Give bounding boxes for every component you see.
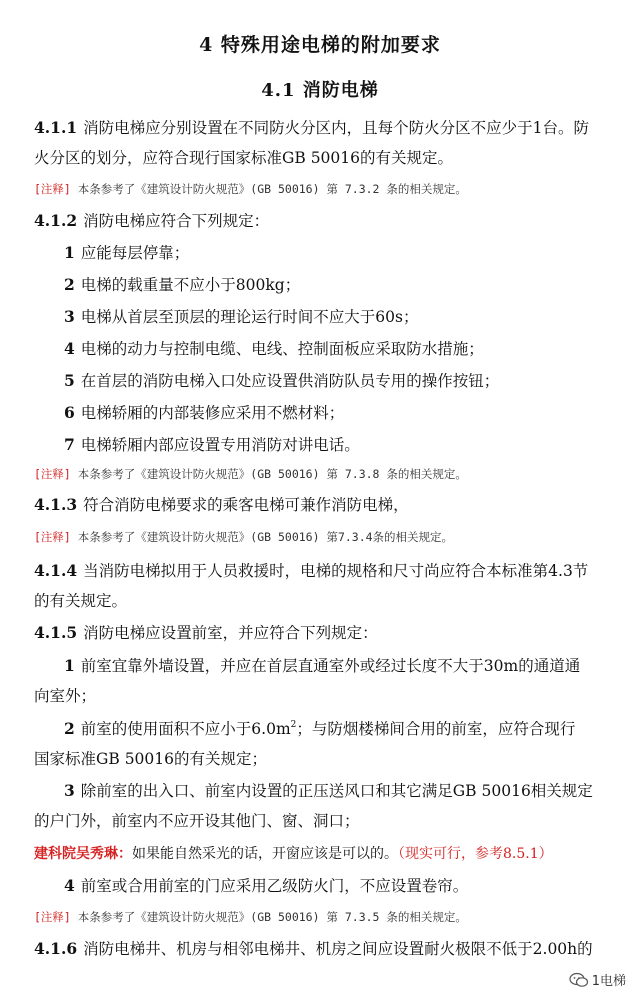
clause-number: 4.1.6 xyxy=(34,939,78,958)
item-number: 7 xyxy=(64,435,75,454)
item-number: 1 xyxy=(64,656,75,675)
clause-text: 消防电梯应符合下列规定： xyxy=(83,212,270,230)
item-text: ；与防烟楼梯间合用的前室，应符合现行 xyxy=(296,720,576,738)
item-text: 前室宜靠外墙设置，并应在首层直通室外或经过长度不大于30m的通道通 xyxy=(80,657,581,675)
annotation-text: 本条参考了《建筑设计防火规范》(GB 50016) 第 7.3.8 条的相关规定。 xyxy=(70,467,467,481)
list-item xyxy=(64,718,575,740)
list-item xyxy=(64,875,468,897)
list-item xyxy=(64,274,300,296)
item-text: 电梯轿厢的内部装修应采用不燃材料； xyxy=(80,404,345,422)
clause-4-1-1 xyxy=(34,117,589,139)
clause-text-continued: 的有关规定。 xyxy=(34,592,128,610)
item-text-continued: 的户门外，前室内不应开设其他门、窗、洞口； xyxy=(34,812,360,830)
item-number: 1 xyxy=(64,243,75,262)
list-item xyxy=(64,338,484,360)
clause-number: 4.1.2 xyxy=(34,211,78,230)
item-text-continued: 向室外； xyxy=(34,687,97,705)
item-text: 前室的使用面积不应小于6.0m xyxy=(80,720,291,738)
wechat-icon xyxy=(569,972,589,988)
list-item xyxy=(64,370,499,392)
annotation-tag: [注释] xyxy=(34,182,71,196)
list-item xyxy=(64,402,344,424)
item-text: 除前室的出入口、前室内设置的正压送风口和其它满足GB 50016相关规定 xyxy=(80,782,593,800)
list-item xyxy=(64,780,593,802)
comment-remark: （现实可行，参考8.5.1） xyxy=(398,846,553,862)
clause-4-1-5 xyxy=(34,622,378,644)
annotation-note xyxy=(34,908,467,926)
item-number: 4 xyxy=(64,876,75,895)
clause-4-1-2 xyxy=(34,210,269,232)
annotation-tag: [注释] xyxy=(34,530,71,544)
clause-text: 符合消防电梯要求的乘客电梯可兼作消防电梯， xyxy=(83,496,409,514)
clause-number: 4.1.4 xyxy=(34,561,78,580)
annotation-text: 本条参考了《建筑设计防火规范》(GB 50016) 第7.3.4条的相关规定。 xyxy=(70,530,454,544)
comment-author: 建科院吴秀琳： xyxy=(34,846,132,862)
clause-text: 消防电梯应设置前室，并应符合下列规定： xyxy=(83,624,378,642)
clause-text: 当消防电梯拟用于人员救援时，电梯的规格和尺寸尚应符合本标准第4.3节 xyxy=(83,562,589,580)
annotation-note xyxy=(34,180,467,198)
item-text: 电梯的动力与控制电缆、电线、控制面板应采取防水措施； xyxy=(80,340,484,358)
list-item xyxy=(64,306,418,328)
item-number: 2 xyxy=(64,275,75,294)
clause-4-1-4 xyxy=(34,560,588,582)
subsection-title: 4.1 消防电梯 xyxy=(261,80,379,101)
watermark-label: 1电梯 xyxy=(591,974,626,989)
annotation-text: 本条参考了《建筑设计防火规范》(GB 50016) 第 7.3.5 条的相关规定。 xyxy=(70,910,467,924)
item-text: 前室或合用前室的门应采用乙级防火门，不应设置卷帘。 xyxy=(80,877,469,895)
item-text: 在首层的消防电梯入口处应设置供消防队员专用的操作按钮； xyxy=(80,372,500,390)
clause-4-1-6 xyxy=(34,938,593,960)
watermark xyxy=(569,970,626,989)
item-text: 应能每层停靠； xyxy=(80,244,190,262)
item-text-continued: 国家标准GB 50016的有关规定； xyxy=(34,750,268,768)
item-text: 电梯的载重量不应小于800kg； xyxy=(80,276,301,294)
section-title: 4 特殊用途电梯的附加要求 xyxy=(199,34,441,56)
clause-number: 4.1.3 xyxy=(34,495,78,514)
clause-text-continued: 火分区的划分，应符合现行国家标准GB 50016的有关规定。 xyxy=(34,149,454,167)
review-comment xyxy=(34,844,553,864)
item-number: 4 xyxy=(64,339,75,358)
list-item xyxy=(64,655,580,677)
clause-number: 4.1.1 xyxy=(34,118,78,137)
annotation-note xyxy=(34,465,467,483)
annotation-note xyxy=(34,528,453,546)
item-number: 5 xyxy=(64,371,75,390)
item-number: 2 xyxy=(64,719,75,738)
comment-text: 如果能自然采光的话，开窗应该是可以的。 xyxy=(132,846,398,862)
annotation-tag: [注释] xyxy=(34,467,71,481)
clause-4-1-3 xyxy=(34,494,409,516)
superscript: 2 xyxy=(290,720,297,730)
item-number: 3 xyxy=(64,781,75,800)
item-text: 电梯轿厢内部应设置专用消防对讲电话。 xyxy=(80,436,360,454)
item-number: 6 xyxy=(64,403,75,422)
list-item xyxy=(64,434,360,456)
annotation-tag: [注释] xyxy=(34,910,71,924)
annotation-text: 本条参考了《建筑设计防火规范》(GB 50016) 第 7.3.2 条的相关规定。 xyxy=(70,182,467,196)
list-item xyxy=(64,242,189,264)
item-number: 3 xyxy=(64,307,75,326)
item-text: 电梯从首层至顶层的理论运行时间不应大于60s； xyxy=(80,308,419,326)
clause-text: 消防电梯井、机房与相邻电梯井、机房之间应设置耐火极限不低于2.00h的 xyxy=(83,940,593,958)
clause-number: 4.1.5 xyxy=(34,623,78,642)
clause-text: 消防电梯应分别设置在不同防火分区内，且每个防火分区不应少于1台。防 xyxy=(83,119,590,137)
